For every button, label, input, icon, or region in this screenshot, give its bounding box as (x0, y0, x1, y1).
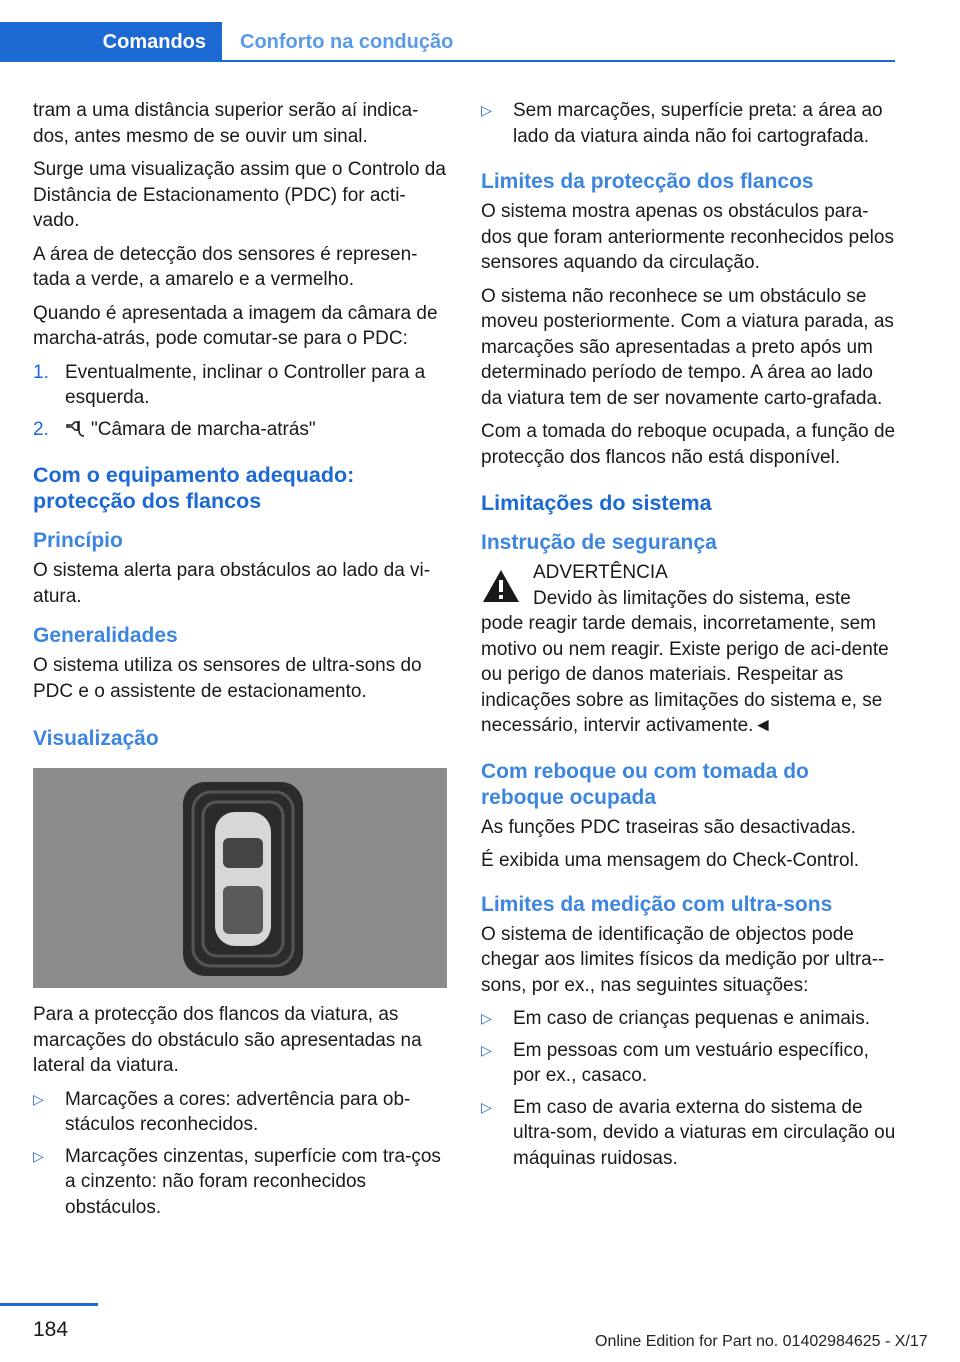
list-item (481, 1095, 897, 1172)
page-number: 184 (33, 1318, 69, 1341)
step-number: 1. (33, 361, 49, 383)
bullet-triangle-icon: ▷ (481, 1010, 492, 1026)
bullet-text: Marcações a cores: advertência para ob-stáculos reconhecidos. (65, 1088, 411, 1135)
list-item (33, 360, 449, 411)
subsection-heading: Generalidades (33, 624, 178, 647)
edition-note: Online Edition for Part no. 01402984625 - X/17 (595, 1333, 928, 1350)
list-item (481, 1038, 897, 1089)
header-rule (0, 60, 895, 62)
subsection-heading: Instrução de segurança (481, 531, 717, 554)
bullet-text: Em caso de avaria externa do sistema de ultra-som, devido a viaturas em circulação ou máquinas ruidosas. (513, 1096, 896, 1169)
paragraph: O sistema mostra apenas os obstáculos para-dos que foram anteriormente reconhecidos pelos sensores aquando da circulação. (481, 201, 894, 273)
list-item (33, 1087, 449, 1138)
paragraph: O sistema não reconhece se um obstáculo se moveu posteriormente. Com a viatura parada, as marcações são apresentadas a preto após um determinado período de tempo. A área ao lado da viatura tem de ser novamente carto-grafada. (481, 285, 894, 409)
subsection-heading: Limites da protecção dos flancos (481, 170, 814, 193)
tab-conforto[interactable]: Conforto na condução (240, 30, 454, 53)
warning-title: ADVERTÊNCIA (533, 562, 668, 583)
header-tabs (0, 0, 960, 64)
subsection-heading: Limites da medição com ultra-sons (481, 892, 833, 916)
list-item (33, 1144, 449, 1221)
bullet-triangle-icon: ▷ (481, 1098, 492, 1115)
right-column (481, 98, 897, 1177)
section-heading: Limitações do sistema (481, 491, 712, 515)
bullet-text: Marcações cinzentas, superfície com tra-ços a cinzento: não foram reconhecidos obstáculos. (65, 1145, 441, 1218)
list-item (33, 417, 449, 445)
bullet-triangle-icon: ▷ (33, 1147, 44, 1164)
paragraph: Para a protecção dos flancos da viatura, as marcações do obstáculo são apresentadas na lateral da viatura. (33, 1004, 422, 1076)
bullet-text: Em pessoas com um vestuário específico, por ex., casaco. (513, 1039, 869, 1086)
step-text: "Câmara de marcha-atrás" (91, 418, 316, 440)
bullet-text: Sem marcações, superfície preta: a área ao lado da viatura ainda não foi cartografada. (513, 100, 883, 147)
paragraph: Quando é apresentada a imagem da câmara de marcha-atrás, pode comutar-se para o PDC: (33, 302, 438, 349)
warning-triangle-icon (481, 568, 521, 604)
paragraph: pode reagir tarde demais, incorretamente, sem motivo ou nem reagir. Existe perigo de aci-dente ou perigo de danos materiais. Respeitar as indicações sobre as limitações do sistema e, se necessário, intervir activamente.◄ (481, 613, 889, 736)
paragraph: As funções PDC traseiras são desactivadas. (481, 816, 856, 838)
pdc-side-protection-image (33, 768, 447, 988)
paragraph: tram a uma distância superior serão aí indica-dos, antes mesmo de se ouvir um sinal. (33, 100, 419, 147)
paragraph: O sistema de identificação de objectos pode chegar aos limites físicos da medição por ultra--sons, por ex., nas seguintes situações: (481, 923, 885, 996)
warning-text: Devido às limitações do sistema, este (533, 587, 851, 609)
subsection-heading: Princípio (33, 529, 123, 552)
paragraph: O sistema alerta para obstáculos ao lado da vi-atura. (33, 560, 431, 607)
bullet-triangle-icon: ▷ (481, 102, 492, 118)
list-item (481, 1006, 897, 1032)
section-heading: Com o equipamento adequado: protecção dos flancos (33, 463, 355, 513)
footer-rule (0, 1303, 98, 1306)
step-text: Eventualmente, inclinar o Controller para a esquerda. (65, 361, 426, 408)
step-number: 2. (33, 418, 49, 440)
paragraph: A área de detecção dos sensores é represen-tada a verde, a amarelo e a vermelho. (33, 243, 418, 290)
tab-comandos[interactable]: Comandos (0, 22, 222, 62)
list-item (481, 98, 897, 149)
left-column (33, 98, 449, 1226)
paragraph: Com a tomada do reboque ocupada, a função de protecção dos flancos não está disponível. (481, 421, 896, 468)
bullet-triangle-icon: ▷ (481, 1041, 492, 1058)
paragraph: É exibida uma mensagem do Check-Control. (481, 850, 860, 871)
subsection-heading: Com reboque ou com tomada do reboque ocupada (481, 759, 809, 809)
paragraph: Surge uma visualização assim que o Controlo da Distância de Estacionamento (PDC) for acti-vado. (33, 159, 446, 231)
bullet-triangle-icon: ▷ (33, 1090, 44, 1107)
camera-hand-icon (65, 417, 91, 445)
paragraph: O sistema utiliza os sensores de ultra-sons do PDC e o assistente de estacionamento. (33, 655, 422, 702)
bullet-text: Em caso de crianças pequenas e animais. (513, 1008, 870, 1029)
subsection-heading: Visualização (33, 727, 159, 750)
warning-block (481, 560, 897, 611)
